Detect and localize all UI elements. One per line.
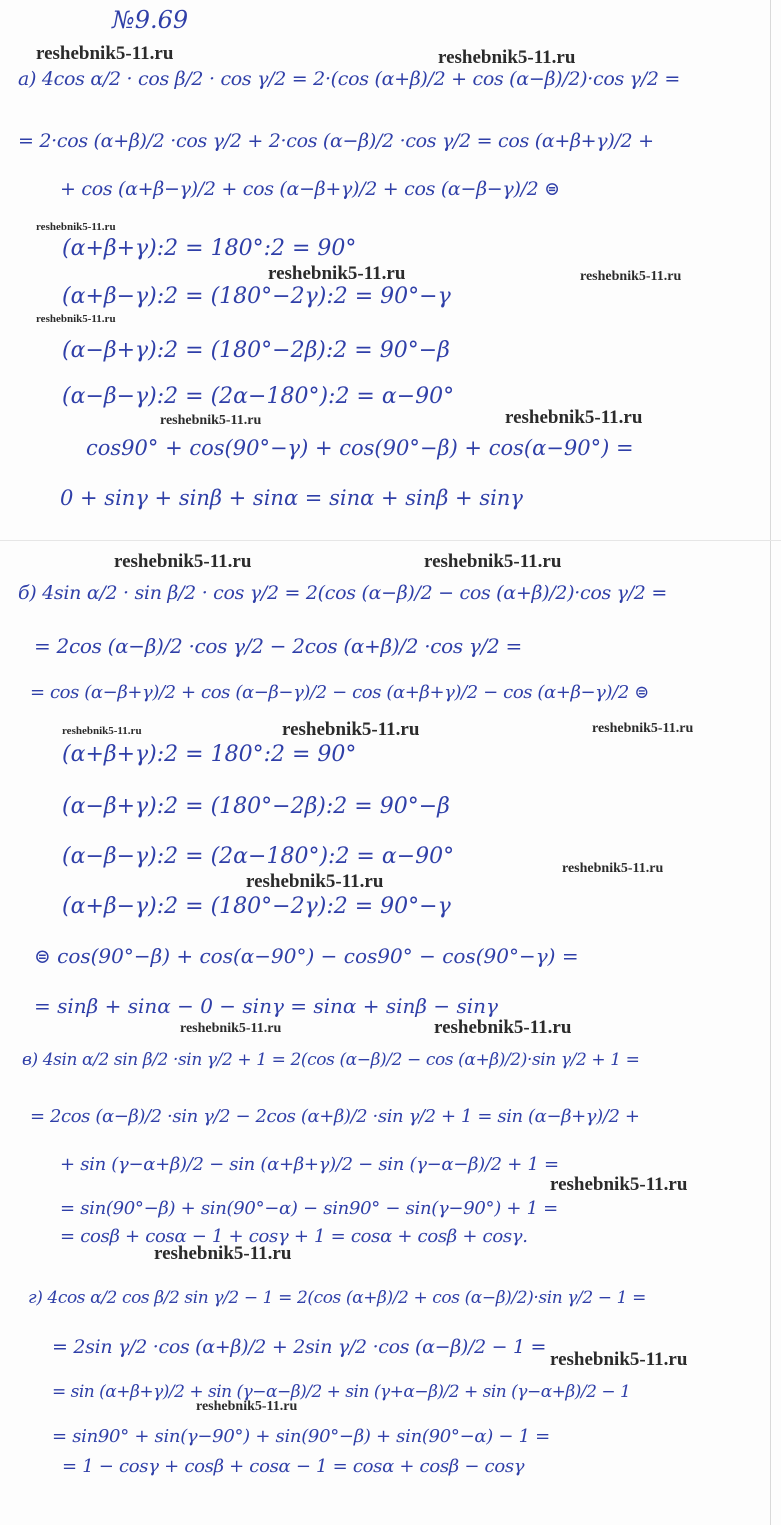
section-b-line-7: (α+β−γ):2 = (180°−2γ):2 = 90°−γ — [62, 894, 451, 919]
watermark: reshebnik5-11.ru — [424, 551, 562, 572]
section-b-line-6: (α−β−γ):2 = (2α−180°):2 = α−90° — [62, 844, 455, 869]
section-b-line-8: ⊜ cos(90°−β) + cos(α−90°) − cos90° − cos(90°−γ) = — [34, 944, 579, 968]
section-d-line-3: = sin (α+β+γ)/2 + sin (γ−α−β)/2 + sin (γ+α−β)/2 + sin (γ−α+β)/2 − 1 — [52, 1382, 631, 1402]
watermark: reshebnik5-11.ru — [36, 313, 116, 325]
section-b-line-4: (α+β+γ):2 = 180°:2 = 90° — [62, 742, 357, 767]
watermark: reshebnik5-11.ru — [550, 1174, 688, 1195]
watermark: reshebnik5-11.ru — [160, 413, 262, 428]
watermark: reshebnik5-11.ru — [36, 221, 116, 233]
section-a-line-7: (α−β−γ):2 = (2α−180°):2 = α−90° — [62, 384, 455, 409]
watermark: reshebnik5-11.ru — [434, 1017, 572, 1038]
section-a-line-2: = 2·cos (α+β)/2 ·cos γ/2 + 2·cos (α−β)/2 ·cos γ/2 = cos (α+β+γ)/2 + — [18, 130, 654, 152]
watermark: reshebnik5-11.ru — [196, 1399, 298, 1414]
section-c-line-4: = sin(90°−β) + sin(90°−α) − sin90° − sin(γ−90°) + 1 = — [60, 1198, 558, 1219]
section-b-line-5: (α−β+γ):2 = (180°−2β):2 = 90°−β — [62, 794, 450, 819]
section-b-line-2: = 2cos (α−β)/2 ·cos γ/2 − 2cos (α+β)/2 ·cos γ/2 = — [34, 634, 522, 658]
section-d-line-2: = 2sin γ/2 ·cos (α+β)/2 + 2sin γ/2 ·cos (α−β)/2 − 1 = — [52, 1336, 547, 1358]
section-a-line-5: (α+β−γ):2 = (180°−2γ):2 = 90°−γ — [62, 284, 451, 309]
watermark: reshebnik5-11.ru — [580, 269, 682, 284]
section-a-line-4: (α+β+γ):2 = 180°:2 = 90° — [62, 236, 357, 261]
section-c-line-1: в) 4sin α/2 sin β/2 ·sin γ/2 + 1 = 2(cos (α−β)/2 − cos (α+β)/2)·sin γ/2 + 1 = — [22, 1050, 640, 1070]
section-a-line-8: cos90° + cos(90°−γ) + cos(90°−β) + cos(α−90°) = — [86, 436, 634, 460]
watermark: reshebnik5-11.ru — [438, 47, 576, 68]
section-a-line-9: 0 + sinγ + sinβ + sinα = sinα + sinβ + sinγ — [60, 486, 523, 510]
watermark: reshebnik5-11.ru — [180, 1021, 282, 1036]
section-a-line-1: а) 4cos α/2 · cos β/2 · cos γ/2 = 2·(cos (α+β)/2 + cos (α−β)/2)·cos γ/2 = — [18, 68, 680, 90]
watermark: reshebnik5-11.ru — [62, 725, 142, 737]
page-edge-line — [770, 0, 771, 1525]
watermark: reshebnik5-11.ru — [282, 719, 420, 740]
watermark: reshebnik5-11.ru — [36, 43, 174, 64]
section-c-line-2: = 2cos (α−β)/2 ·sin γ/2 − 2cos (α+β)/2 ·sin γ/2 + 1 = sin (α−β+γ)/2 + — [30, 1106, 640, 1127]
section-d-line-5: = 1 − cosγ + cosβ + cosα − 1 = cosα + cosβ − cosγ — [62, 1456, 525, 1477]
watermark: reshebnik5-11.ru — [550, 1349, 688, 1370]
watermark: reshebnik5-11.ru — [114, 551, 252, 572]
watermark: reshebnik5-11.ru — [592, 721, 694, 736]
section-a-line-6: (α−β+γ):2 = (180°−2β):2 = 90°−β — [62, 338, 450, 363]
watermark: reshebnik5-11.ru — [246, 871, 384, 892]
problem-number: №9.69 — [112, 6, 189, 34]
section-d-line-1: г) 4cos α/2 cos β/2 sin γ/2 − 1 = 2(cos (α+β)/2 + cos (α−β)/2)·sin γ/2 − 1 = — [28, 1288, 646, 1308]
section-b-line-3: = cos (α−β+γ)/2 + cos (α−β−γ)/2 − cos (α+β+γ)/2 − cos (α+β−γ)/2 ⊜ — [30, 682, 649, 703]
section-a-line-3: + cos (α+β−γ)/2 + cos (α−β+γ)/2 + cos (α−β−γ)/2 ⊜ — [60, 178, 560, 200]
watermark: reshebnik5-11.ru — [505, 407, 643, 428]
section-c-line-3: + sin (γ−α+β)/2 − sin (α+β+γ)/2 − sin (γ−α−β)/2 + 1 = — [60, 1154, 559, 1175]
section-divider-ab — [0, 540, 781, 541]
watermark: reshebnik5-11.ru — [154, 1243, 292, 1264]
section-c-line-5: = cosβ + cosα − 1 + cosγ + 1 = cosα + cosβ + cosγ. — [60, 1226, 528, 1247]
watermark: reshebnik5-11.ru — [268, 263, 406, 284]
section-b-line-1: б) 4sin α/2 · sin β/2 · cos γ/2 = 2(cos (α−β)/2 − cos (α+β)/2)·cos γ/2 = — [18, 582, 667, 604]
section-b-line-9: = sinβ + sinα − 0 − sinγ = sinα + sinβ − sinγ — [34, 994, 498, 1018]
section-d-line-4: = sin90° + sin(γ−90°) + sin(90°−β) + sin(90°−α) − 1 = — [52, 1426, 550, 1447]
watermark: reshebnik5-11.ru — [562, 861, 664, 876]
